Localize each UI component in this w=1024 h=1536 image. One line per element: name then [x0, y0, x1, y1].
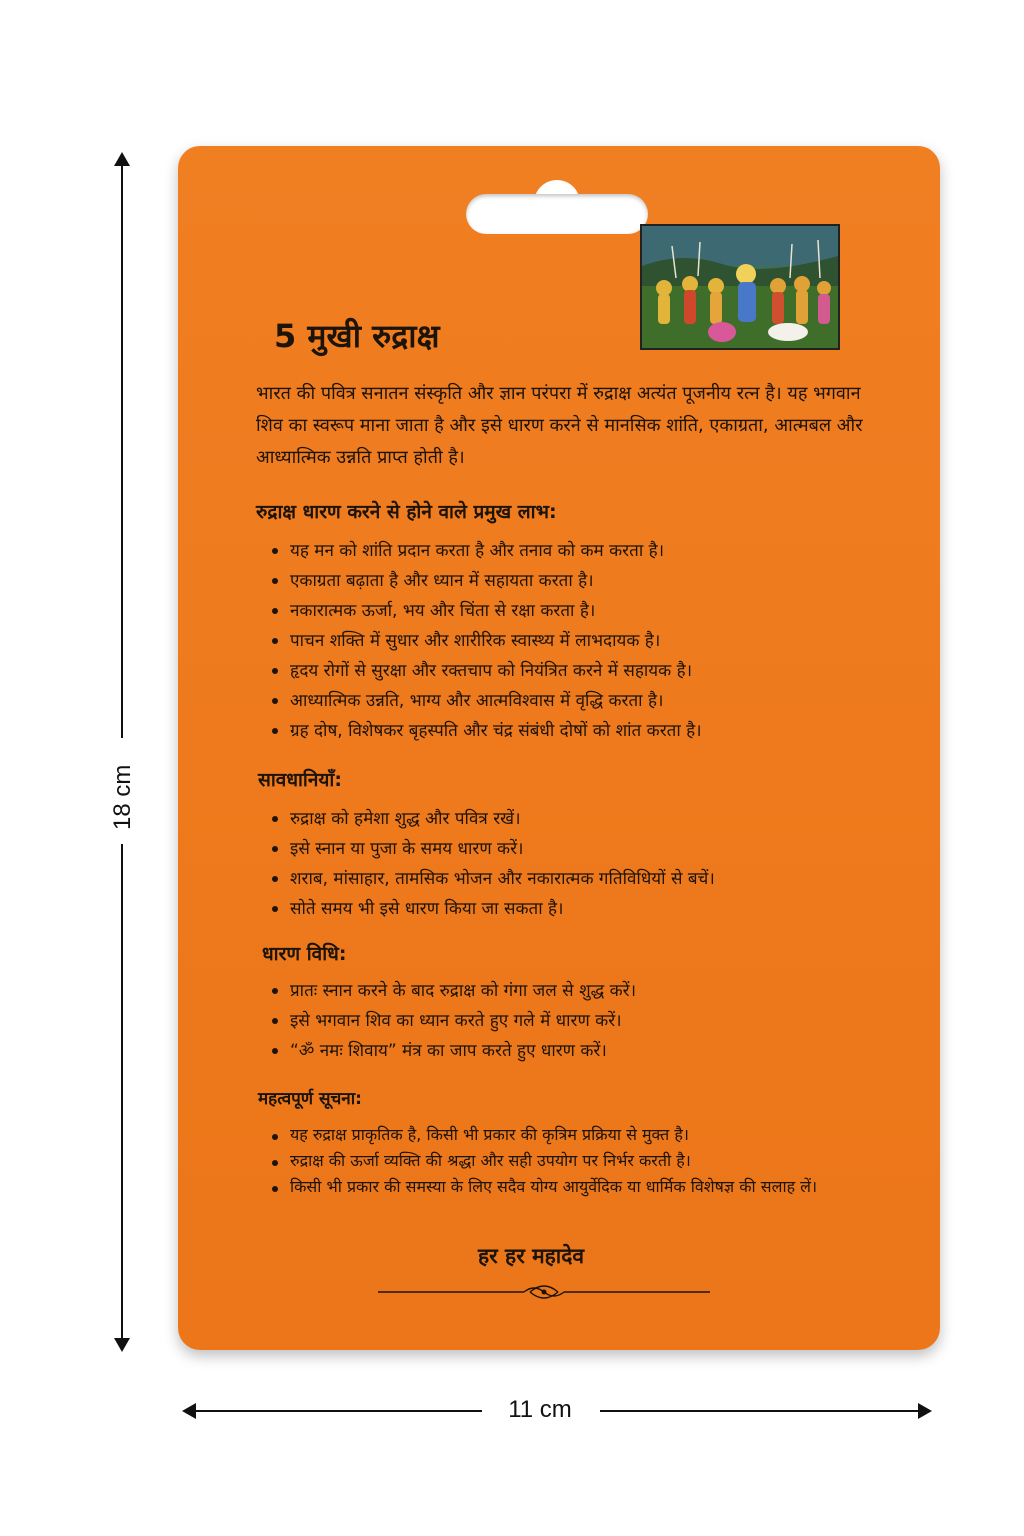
- list-item: रुद्राक्ष की ऊर्जा व्यक्ति की श्रद्धा और सही उपयोग पर निर्भर करती है।: [260, 1148, 840, 1174]
- method-heading: धारण विधि:: [262, 943, 347, 965]
- hang-hole: [466, 194, 648, 234]
- list-item: यह रुद्राक्ष प्राकृतिक है, किसी भी प्रकार की कृत्रिम प्रक्रिया से मुक्त है।: [260, 1122, 840, 1148]
- closing-blessing: हर हर महादेव: [478, 1244, 585, 1268]
- precautions-heading: सावधानियाँ:: [258, 769, 342, 791]
- arrow-down-icon: [114, 1338, 130, 1352]
- product-title: 5 मुखी रुद्राक्ष: [274, 317, 440, 355]
- list-item: एकाग्रता बढ़ाता है और ध्यान में सहायता करता है।: [260, 566, 900, 596]
- notice-list: [260, 1122, 840, 1200]
- list-item: शराब, मांसाहार, तामसिक भोजन और नकारात्मक गतिविधियों से बचें।: [260, 864, 900, 894]
- list-item: नकारात्मक ऊर्जा, भय और चिंता से रक्षा करता है।: [260, 596, 900, 626]
- list-item: हृदय रोगों से सुरक्षा और रक्तचाप को नियंत्रित करने में सहायक है।: [260, 656, 900, 686]
- benefits-list: [260, 536, 900, 746]
- list-item: इसे स्नान या पुजा के समय धारण करें।: [260, 834, 900, 864]
- list-item: रुद्राक्ष को हमेशा शुद्ध और पवित्र रखें।: [260, 804, 900, 834]
- list-item: सोते समय भी इसे धारण किया जा सकता है।: [260, 894, 900, 924]
- width-label: 11 cm: [508, 1396, 572, 1423]
- list-item: इसे भगवान शिव का ध्यान करते हुए गले में धारण करें।: [260, 1006, 900, 1036]
- list-item: किसी भी प्रकार की समस्या के लिए सदैव योग्य आयुर्वेदिक या धार्मिक विशेषज्ञ की सलाह लें।: [260, 1174, 840, 1200]
- list-item: ग्रह दोष, विशेषकर बृहस्पति और चंद्र संबंधी दोषों को शांत करता है।: [260, 716, 900, 746]
- list-item: पाचन शक्ति में सुधार और शारीरिक स्वास्थ्य में लाभदायक है।: [260, 626, 900, 656]
- list-item: प्रातः स्नान करने के बाद रुद्राक्ष को गंगा जल से शुद्ध करें।: [260, 976, 900, 1006]
- devotional-painting: [640, 224, 840, 350]
- intro-paragraph: भारत की पवित्र सनातन संस्कृति और ज्ञान परंपरा में रुद्राक्ष अत्यंत पूजनीय रत्न है। यह भगवान शिव का स्वरूप माना जाता है और इसे धारण करने से मानसिक शांति, एकाग्रता, आत्मबल और आध्यात्मिक उन्नति प्राप्त होती है।: [256, 383, 863, 468]
- notice-heading: महत्वपूर्ण सूचना:: [258, 1089, 362, 1109]
- list-item: यह मन को शांति प्रदान करता है और तनाव को कम करता है।: [260, 536, 900, 566]
- list-item: “ॐ नमः शिवाय” मंत्र का जाप करते हुए धारण करें।: [260, 1036, 900, 1066]
- benefits-heading: रुद्राक्ष धारण करने से होने वाले प्रमुख लाभ:: [256, 501, 557, 523]
- precautions-list: [260, 804, 900, 924]
- height-dimension-arrow: [121, 152, 123, 1352]
- ornamental-divider: [378, 1282, 710, 1302]
- list-item: आध्यात्मिक उन्नति, भाग्य और आत्मविश्वास में वृद्धि करता है।: [260, 686, 900, 716]
- arrow-right-icon: [918, 1403, 932, 1419]
- painting-illustration: [642, 226, 838, 348]
- height-label: 18 cm: [109, 764, 136, 830]
- rudraksha-info-card: [178, 146, 940, 1350]
- method-list: [260, 976, 900, 1066]
